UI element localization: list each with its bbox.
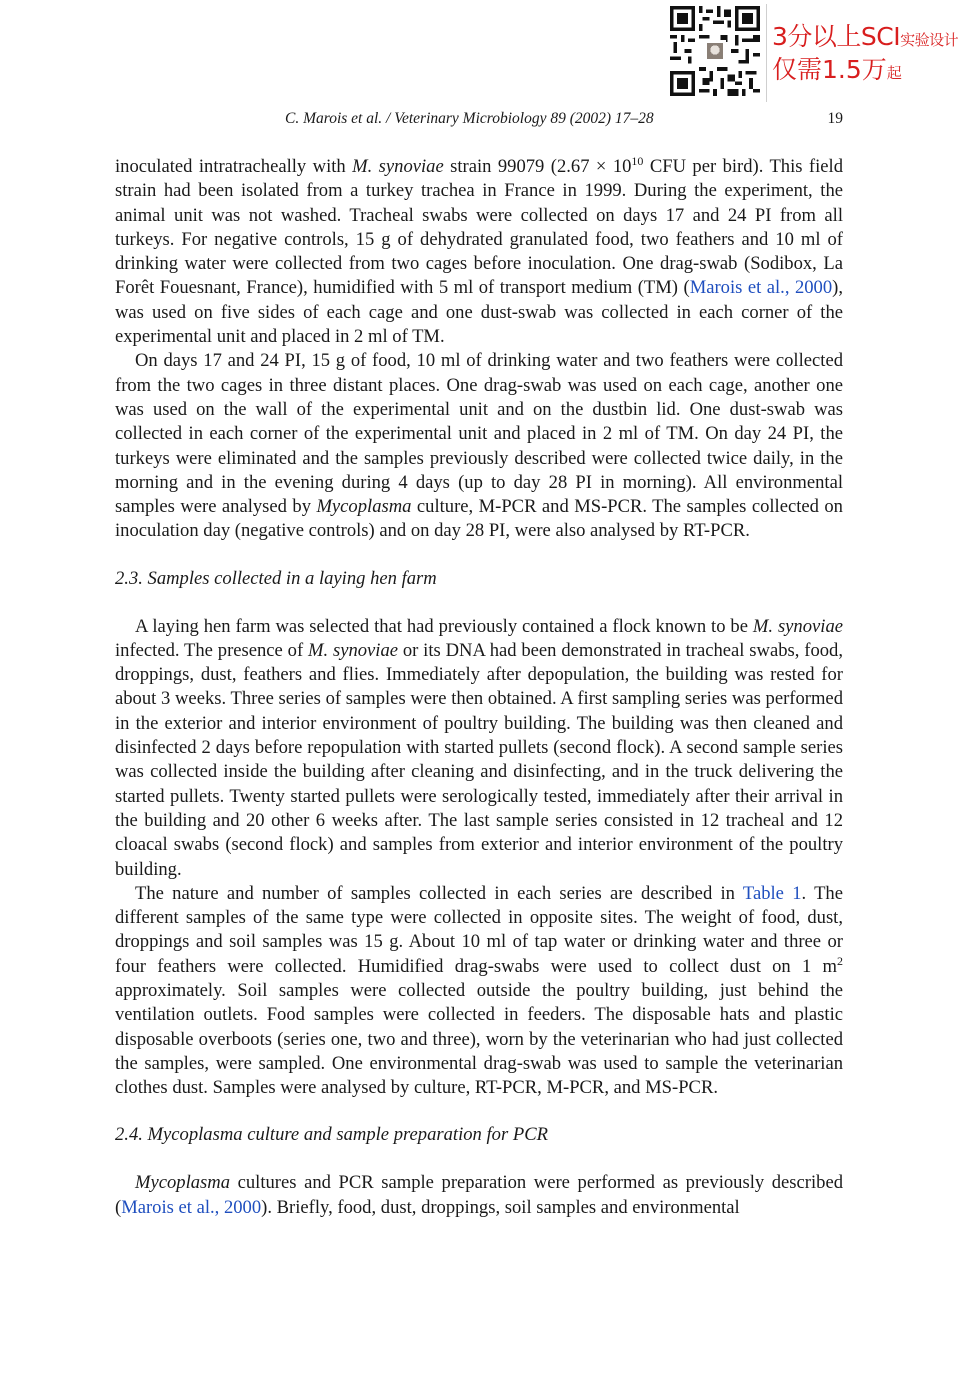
text-run: ). Briefly, food, dust, droppings, soil samples and environmental (261, 1196, 740, 1218)
text-run: A laying hen farm was selected that had previously contained a flock known to be (135, 615, 753, 637)
section-heading: 2.3. Samples collected in a laying hen farm (115, 567, 437, 589)
paragraph (115, 155, 843, 349)
promo-line1: 3分以上SCI (772, 22, 901, 51)
promo-line2: 仅需1.5万 (772, 55, 887, 84)
paragraph (115, 882, 843, 1101)
paragraph (115, 615, 843, 882)
italic-term: M. synoviae (752, 615, 843, 637)
text-run: . The different samples of the same type were collected in opposite sites. The weight of food, dust, droppings and soil samples was 15 g. About 10 ml of tap water or drinking water and three or four feathers were collected. Humidified drag-swabs were used to collect dust on 1 m (115, 882, 843, 977)
text-run: infected. The presence of (115, 639, 308, 661)
text-run: CFU per bird). This field strain had been isolated from a turkey trachea in France in 1999. During the experiment, the animal unit was not washed. Tracheal swabs were collected on days 17 and 24 PI from all turkeys. For negative controls, 15 g of dehydrated granulated food, two feathers and 10 ml of drinking water were collected from two cages before inoculation. One drag-swab (Sodibox, La Forêt Fouesnant, France), humidified with 5 ml of transport medium (TM) ( (115, 156, 843, 299)
reference-link[interactable]: Table 1 (742, 882, 802, 904)
promo-banner (772, 22, 958, 88)
text-run: approximately. Soil samples were collected outside the poultry building, just behind the ventilation outlets. Food samples were collected in feeders. The disposable hats and plastic disposable overboots (series one, two and three), worn by the veterinarian who had just collected the samples, were sampled. One environmental drag-swab was used to sample the veterinarian clothes dust. Samples were analysed by culture, RT-PCR, M-PCR, and MS-PCR. (115, 980, 843, 1099)
qr-code (670, 6, 760, 96)
italic-term: M. synoviae (307, 639, 399, 661)
text-run: culture, M-PCR and MS-PCR. The samples collected on inoculation day (negative controls) and on day 28 PI, were also analysed by RT-PCR. (115, 496, 843, 542)
italic-term: M. synoviae (352, 156, 444, 177)
running-header (115, 110, 843, 132)
text-run: or its DNA had been demonstrated in tracheal swabs, food, droppings, dust, feathers and flies. Immediately after depopulation, the building was rested for about 3 weeks. Three series of samples were then obtained. A first sampling series was performed in the exterior and interior environment of poultry building. The building was then cleaned and disinfected 2 days before repopulation with started pullets (second flock). A second sample series was collected inside the building after cleaning and disinfecting, and in the truck delivering the started pullets. Twenty started pullets were serologically tested, immediately after their arrival in the building and 20 other 6 weeks after. The last sample series consisted in 12 tracheal and 12 cloacal swabs (second flock) and samples from exterior and interior environment of the poultry building. (115, 639, 843, 880)
article-body (115, 155, 843, 1220)
text-run: The nature and number of samples collected in each series are described in (135, 882, 743, 904)
promo-line2-small: 起 (886, 64, 902, 82)
superscript: 10 (631, 154, 644, 168)
paragraph (115, 1171, 843, 1220)
italic-term: Mycoplasma (135, 1172, 231, 1194)
italic-term: Mycoplasma (316, 496, 412, 518)
promo-divider (766, 4, 767, 102)
text-run: strain 99079 (2.67 × 10 (443, 156, 632, 177)
section-heading: 2.4. Mycoplasma culture and sample preparation for PCR (115, 1124, 548, 1146)
reference-link[interactable]: Marois et al., 2000 (121, 1196, 262, 1218)
superscript: 2 (837, 953, 843, 968)
running-title: C. Marois et al. / Veterinary Microbiology 89 (2002) 17–28 (285, 110, 654, 127)
text-run: inoculated intratracheally with (115, 156, 353, 177)
text-run: On days 17 and 24 PI, 15 g of food, 10 ml of drinking water and two feathers were collected from the two cages in three distant places. One drag-swab was used on each cage, another one was used on the wall of the experimental unit and on the dustbin lid. One dust-swab was collected in each corner of the experimental unit and placed in 2 ml of TM. On day 24 PI, the turkeys were eliminated and the samples previously described were collected twice daily, in the morning and in the evening during 4 days (up to day 28 PI in morning). All environmental samples were analysed by (115, 350, 843, 518)
text-run: cultures and PCR sample preparation were performed as previously described ( (115, 1172, 843, 1218)
page-number: 19 (827, 110, 843, 127)
promo-line1-small: 实验设计 (900, 31, 958, 49)
text-run: ), was used on five sides of each cage and one dust-swab was collected in each corner of the experimental unit and placed in 2 ml of TM. (115, 277, 843, 348)
paragraph (115, 349, 843, 543)
reference-link[interactable]: Marois et al., 2000 (689, 277, 833, 299)
